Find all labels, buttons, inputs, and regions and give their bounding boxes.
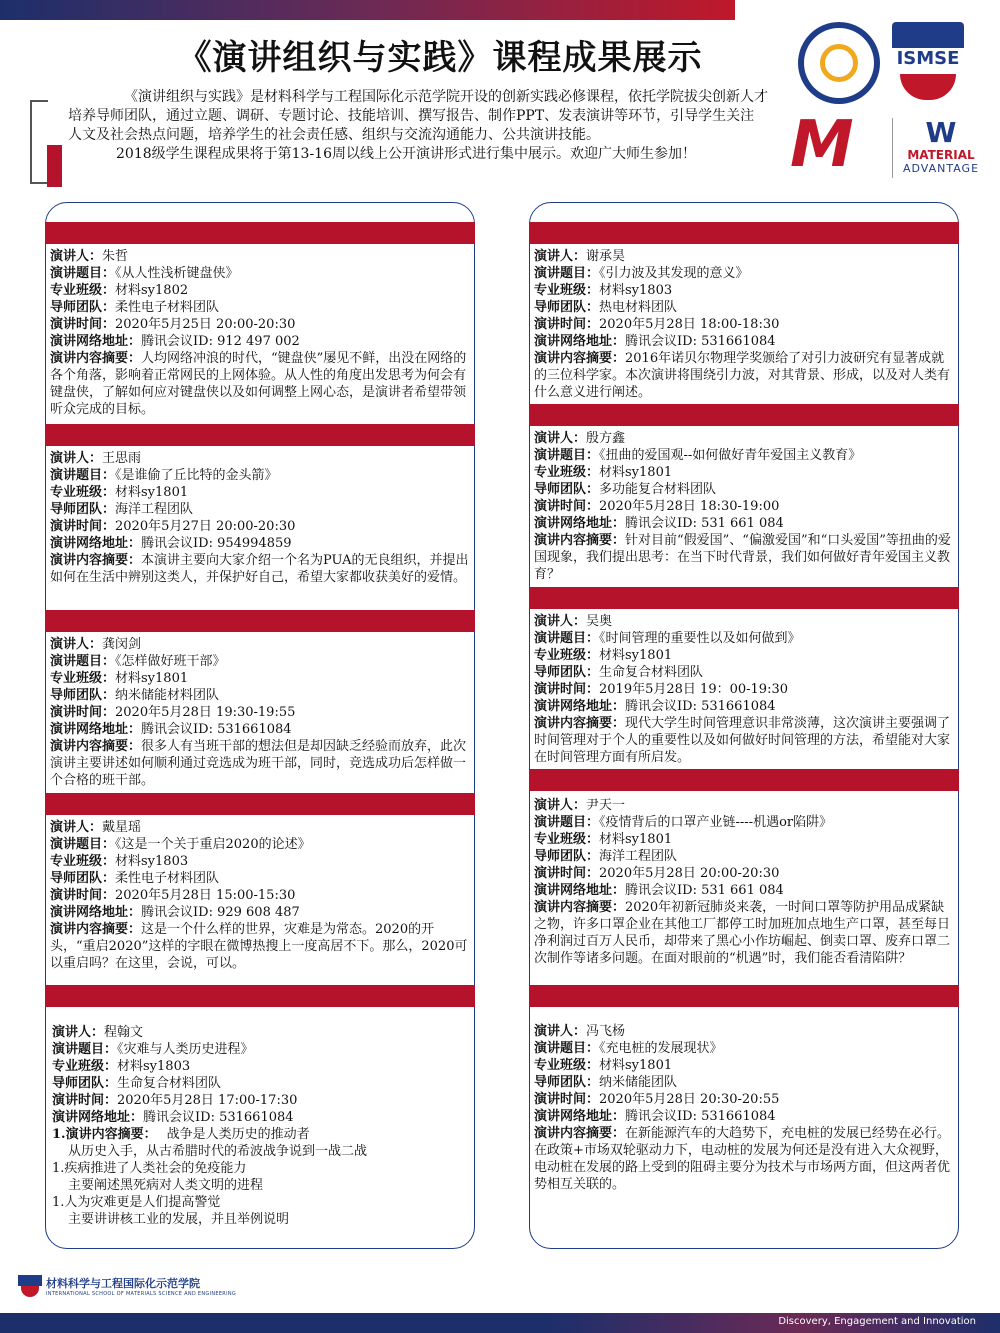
speech-topic: 《时间管理的重要性以及如何做到》 <box>599 631 801 646</box>
intro-paragraph: 2018级学生课程成果将于第13-16周以线上公开演讲形式进行集中展示。欢迎广大师生参加！ <box>116 146 696 162</box>
speech-topic: 《是谁偷了丘比特的金头箭》 <box>115 468 278 483</box>
speech-topic: 《灾难与人类历史进程》 <box>117 1042 254 1057</box>
section-divider <box>529 985 959 1007</box>
speaker-name: 龚闵剑 <box>102 637 142 652</box>
speech-time: 2020年5月28日 15:00-15:30 <box>115 888 296 903</box>
speech-entry: 演讲人：尹天一 演讲题目：《疫情背后的口罩产业链----机遇or陷阱》 专业班级：材料sy1801 导师团队：海洋工程团队 演讲时间：2020年5月28日 20:00-20:30 演讲网络地址：腾讯会议ID: 531 661 084 演讲内容摘要：2020年初新冠肺炎来袭，一时间口罩等防护用品成紧缺之物，许多口罩企业在其他工厂都停工时加班加点地生产口罩，甚至每日净利润过百万人民币，却带来了黑心小作坊崛起、倒卖口罩、废弃口罩二次制作等诸多问题。在面对眼前的“机遇”时，我们能否看清陷阱？ <box>534 798 951 966</box>
speaker-class: 材料sy1803 <box>599 283 673 298</box>
summary-line: 主要讲讲核工业的发展，并且举例说明 <box>68 1212 290 1227</box>
section-divider <box>529 769 959 791</box>
summary-line: 主要阐述黑死病对人类文明的进程 <box>68 1178 264 1193</box>
speaker-name: 尹天一 <box>586 798 626 813</box>
summary-line: 从历史入手，从古希腊时代的希波战争说到一战二战 <box>68 1144 368 1159</box>
section-divider <box>529 404 959 426</box>
mentor-team: 海洋工程团队 <box>115 502 194 517</box>
speaker-class: 材料sy1801 <box>599 832 673 847</box>
section-divider <box>529 222 959 244</box>
mentor-team: 热电材料团队 <box>599 300 678 315</box>
speech-summary: 本演讲主要向大家介绍一个名为PUA的无良组织，并提出如何在生活中辨别这类人，并保护好自己，希望大家都收获美好的爱情。 <box>50 553 469 585</box>
section-divider <box>45 222 475 244</box>
speech-summary: 2016年诺贝尔物理学奖颁给了对引力波研究有显著成就的三位科学家。本次演讲将围绕引力波，对其背景、形成，以及对人类有什么意义进行阐述。 <box>534 351 951 400</box>
speaker-class: 材料sy1801 <box>599 465 673 480</box>
speaker-name: 朱哲 <box>102 249 129 264</box>
speech-topic: 《疫情背后的口罩产业链----机遇or陷阱》 <box>599 815 833 830</box>
whut-logo-icon <box>798 22 880 104</box>
speaker-class: 材料sy1802 <box>115 283 189 298</box>
meeting-id: 腾讯会议ID: 531 661 084 <box>625 516 784 531</box>
speaker-class: 材料sy1803 <box>115 854 189 869</box>
speech-entry: 演讲人：戴星瑶 演讲题目：《这是一个关于重启2020的论述》 专业班级：材料sy1803 导师团队：柔性电子材料团队 演讲时间：2020年5月28日 15:00-15:30 演讲网络地址：腾讯会议ID: 929 608 487 演讲内容摘要：这是一个什么样的世界，灾难是为常态。2020的开头，“重启2020”这样的字眼在微博热搜上一度高居不下。那么，2020可以重启吗？在这里，会说，可以。 <box>50 820 468 971</box>
meeting-id: 腾讯会议ID: 531661084 <box>141 722 292 737</box>
speech-time: 2020年5月28日 18:30-19:00 <box>599 499 780 514</box>
speech-summary: 在新能源汽车的大趋势下，充电桩的发展已经势在必行。在政策+市场双轮驱动力下，电动桩的发展为何还是没有进入大众视野，电动桩在发展的路上受到的阻碍主要分为技术与市场两方面，但这两者优势相互关联的。 <box>534 1126 951 1192</box>
speech-summary: 2020年初新冠肺炎来袭，一时间口罩等防护用品成紧缺之物，许多口罩企业在其他工厂都停工时加班加点地生产口罩，甚至每日净利润过百万人民币，却带来了黑心小作坊崛起、倒卖口罩、废弃口罩二次制作等诸多问题。在面对眼前的“机遇”时，我们能否看清陷阱？ <box>534 900 951 966</box>
speaker-name: 程翰文 <box>104 1025 144 1040</box>
speech-time: 2020年5月28日 20:30-20:55 <box>599 1092 780 1107</box>
section-divider <box>529 587 959 609</box>
speech-time: 2019年5月28日 19：00-19:30 <box>599 682 788 697</box>
speech-topic: 《扭曲的爱国观--如何做好青年爱国主义教育》 <box>599 448 862 463</box>
logo-group <box>790 22 990 182</box>
mentor-team: 纳米储能材料团队 <box>115 688 220 703</box>
section-divider <box>45 424 475 446</box>
speaker-class: 材料sy1801 <box>599 1058 673 1073</box>
speech-time: 2020年5月28日 19:30-19:55 <box>115 705 296 720</box>
course-introduction <box>68 88 768 164</box>
summary-line: 1.人为灾难更是人们提高警觉 <box>52 1195 221 1210</box>
mentor-team: 生命复合材料团队 <box>117 1076 222 1091</box>
mentor-team: 柔性电子材料团队 <box>115 871 220 886</box>
meeting-id: 腾讯会议ID: 929 608 487 <box>141 905 300 920</box>
speech-time: 2020年5月28日 20:00-20:30 <box>599 866 780 881</box>
mentor-team: 多功能复合材料团队 <box>599 482 717 497</box>
summary-line: 1.疾病推进了人类社会的免疫能力 <box>52 1161 247 1176</box>
footer-school-name: 材料科学与工程国际化示范学院 INTERNATIONAL SCHOOL OF MATERIALS SCIENCE AND ENGINEERING <box>46 1277 237 1297</box>
speech-time: 2020年5月25日 20:00-20:30 <box>115 317 296 332</box>
speaker-class: 材料sy1801 <box>115 671 189 686</box>
meeting-id: 腾讯会议ID: 531661084 <box>143 1110 294 1125</box>
section-divider <box>45 985 475 1007</box>
speaker-name: 王思雨 <box>102 451 142 466</box>
speech-topic: 《充电桩的发展现状》 <box>599 1041 723 1056</box>
m-logo-icon: M <box>790 108 854 182</box>
meeting-id: 腾讯会议ID: 531 661 084 <box>625 883 784 898</box>
speech-summary: 很多人有当班干部的想法但是却因缺乏经验而放弃，此次演讲主要讲述如何顺利通过竞选成为班干部，同时，竞选成功后怎样做一个合格的班干部。 <box>50 739 467 788</box>
speaker-name: 谢承昊 <box>586 249 626 264</box>
speech-summary: 这是一个什么样的世界，灾难是为常态。2020的开头，“重启2020”这样的字眼在微博热搜上一度高居不下。那么，2020可以重启吗？在这里，会说，可以。 <box>50 922 468 971</box>
ismse-footer-logo-icon <box>18 1275 42 1297</box>
speech-entry: 演讲人：吴奥 演讲题目：《时间管理的重要性以及如何做到》 专业班级：材料sy1801 导师团队：生命复合材料团队 演讲时间：2019年5月28日 19：00-19:30 演讲网络地址：腾讯会议ID: 531661084 演讲内容摘要：现代大学生时间管理意识非常淡薄，这次演讲主要强调了时间管理对于个人的重要性以及如何做好时间管理的方法，希望能对大家在时间管理方面有所启发。 <box>534 614 951 765</box>
speech-entry: 演讲人：谢承昊 演讲题目：《引力波及其发现的意义》 专业班级：材料sy1803 导师团队：热电材料团队 演讲时间：2020年5月28日 18:00-18:30 演讲网络地址：腾讯会议ID: 531661084 演讲内容摘要：2016年诺贝尔物理学奖颁给了对引力波研究有显著成就的三位科学家。本次演讲将围绕引力波，对其背景、形成，以及对人类有什么意义进行阐述。 <box>534 249 951 400</box>
speaker-class: 材料sy1801 <box>115 485 189 500</box>
speech-summary: 针对目前“假爱国”、“偏激爱国”和“口头爱国”等扭曲的爱国现象，我们提出思考：在当下时代背景，我们如何做好青年爱国主义教育？ <box>534 533 951 582</box>
speech-entry: 演讲人：朱哲 演讲题目：《从人性浅析键盘侠》 专业班级：材料sy1802 导师团队：柔性电子材料团队 演讲时间：2020年5月25日 20:00-20:30 演讲网络地址：腾讯会议ID: 912 497 002 演讲内容摘要：人均网络冲浪的时代，“键盘侠”屡见不鲜，出没在网络的各个角落，影响着正常网民的上网体验。从人性的角度出发思考为何会有键盘侠，了解如何应对键盘侠以及如何调整上网心态，是演讲者希望带领听众完成的目标。 <box>50 249 467 417</box>
speaker-name: 吴奥 <box>586 614 613 629</box>
speech-entry: 演讲人：龚闵剑 演讲题目：《怎样做好班干部》 专业班级：材料sy1801 导师团队：纳米储能材料团队 演讲时间：2020年5月28日 19:30-19:55 演讲网络地址：腾讯会议ID: 531661084 演讲内容摘要：很多人有当班干部的想法但是却因缺乏经验而放弃，此次演讲主要讲述如何顺利通过竞选成为班干部，同时，竞选成功后怎样做一个合格的班干部。 <box>50 637 467 788</box>
mentor-team: 柔性电子材料团队 <box>115 300 220 315</box>
decorative-red-block <box>47 145 62 187</box>
speech-entry: 演讲人：冯飞杨 演讲题目：《充电桩的发展现状》 专业班级：材料sy1801 导师团队：纳米储能团队 演讲时间：2020年5月28日 20:30-20:55 演讲网络地址：腾讯会议ID: 531661084 演讲内容摘要：在新能源汽车的大趋势下，充电桩的发展已经势在必行。在政策+市场双轮驱动力下，电动桩的发展为何还是没有进入大众视野，电动桩在发展的路上受到的阻碍主要分为技术与市场两方面，但这两者优势相互关联的。 <box>534 1024 951 1192</box>
speech-time: 2020年5月28日 18:00-18:30 <box>599 317 780 332</box>
meeting-id: 腾讯会议ID: 531661084 <box>625 1109 776 1124</box>
mentor-team: 海洋工程团队 <box>599 849 678 864</box>
speech-summary: 人均网络冲浪的时代，“键盘侠”屡见不鲜，出没在网络的各个角落，影响着正常网民的上网体验。从人性的角度出发思考为何会有键盘侠，了解如何应对键盘侠以及如何调整上网心态，是演讲者希望带领听众完成的目标。 <box>50 351 467 417</box>
mentor-team: 纳米储能团队 <box>599 1075 678 1090</box>
decorative-bracket <box>30 100 48 184</box>
page-title: 《演讲组织与实践》课程成果展示 <box>177 38 703 78</box>
mentor-team: 生命复合材料团队 <box>599 665 704 680</box>
speech-topic: 《引力波及其发现的意义》 <box>599 266 749 281</box>
ismse-logo-icon: ISMSE <box>892 22 964 100</box>
top-color-bar <box>0 0 735 20</box>
footer-slogan: Discovery, Engagement and Innovation <box>778 1316 976 1327</box>
speech-time: 2020年5月27日 20:00-20:30 <box>115 519 296 534</box>
speech-summary: 现代大学生时间管理意识非常淡薄，这次演讲主要强调了时间管理对于个人的重要性以及如何做好时间管理的方法，希望能对大家在时间管理方面有所启发。 <box>534 716 951 765</box>
speech-time: 2020年5月28日 17:00-17:30 <box>117 1093 298 1108</box>
speech-entry: 演讲人：王思雨 演讲题目：《是谁偷了丘比特的金头箭》 专业班级：材料sy1801 导师团队：海洋工程团队 演讲时间：2020年5月27日 20:00-20:30 演讲网络地址：腾讯会议ID: 954994859 演讲内容摘要：本演讲主要向大家介绍一个名为PUA的无良组织，并提出如何在生活中辨别这类人，并保护好自己，希望大家都收获美好的爱情。 <box>50 451 469 585</box>
meeting-id: 腾讯会议ID: 912 497 002 <box>141 334 300 349</box>
meeting-id: 腾讯会议ID: 531661084 <box>625 334 776 349</box>
speaker-name: 冯飞杨 <box>586 1024 626 1039</box>
speaker-class: 材料sy1803 <box>117 1059 191 1074</box>
section-divider <box>45 610 475 632</box>
meeting-id: 腾讯会议ID: 954994859 <box>141 536 292 551</box>
speech-entry: 演讲人：程翰文 演讲题目：《灾难与人类历史进程》 专业班级：材料sy1803 导师团队：生命复合材料团队 演讲时间：2020年5月28日 17:00-17:30 演讲网络地址：腾讯会议ID: 531661084 1.演讲内容摘要： 战争是人类历史的推动者 从历史入手，从古希腊时代的希波战争说到一战二战 1.疾病推进了人类社会的免疫能力 主要阐述黑死病对人类文明的进程 1.人为灾难更是人们提高警觉 主要讲讲核工业的发展，并且举例说明 <box>52 1025 368 1227</box>
bottom-color-bar <box>0 1313 1000 1333</box>
speech-topic: 《怎样做好班干部》 <box>115 654 226 669</box>
speech-entry: 演讲人：殷方鑫 演讲题目：《扭曲的爱国观--如何做好青年爱国主义教育》 专业班级：材料sy1801 导师团队：多功能复合材料团队 演讲时间：2020年5月28日 18:30-19:00 演讲网络地址：腾讯会议ID: 531 661 084 演讲内容摘要：针对目前“假爱国”、“偏激爱国”和“口头爱国”等扭曲的爱国现象，我们提出思考：在当下时代背景，我们如何做好青年爱国主义教育？ <box>534 431 951 582</box>
speech-topic: 《这是一个关于重启2020的论述》 <box>115 837 311 852</box>
section-divider <box>45 793 475 815</box>
speaker-name: 戴星瑶 <box>102 820 142 835</box>
speaker-class: 材料sy1801 <box>599 648 673 663</box>
speaker-name: 殷方鑫 <box>586 431 626 446</box>
meeting-id: 腾讯会议ID: 531661084 <box>625 699 776 714</box>
summary-line: 战争是人类历史的推动者 <box>166 1127 310 1142</box>
speech-topic: 《从人性浅析键盘侠》 <box>115 266 239 281</box>
intro-paragraph: 《演讲组织与实践》是材料科学与工程国际化示范学院开设的创新实践必修课程，依托学院拔尖创新人才培养导师团队，通过立题、调研、专题讨论、技能培训、撰写报告、制作PPT、发表演讲等环节，引导学生关注人文及社会热点问题，培养学生的社会责任感、组织与交流沟通能力、公共演讲技能。 <box>68 89 768 143</box>
material-advantage-logo-icon: W MATERIAL ADVANTAGE <box>892 118 989 178</box>
